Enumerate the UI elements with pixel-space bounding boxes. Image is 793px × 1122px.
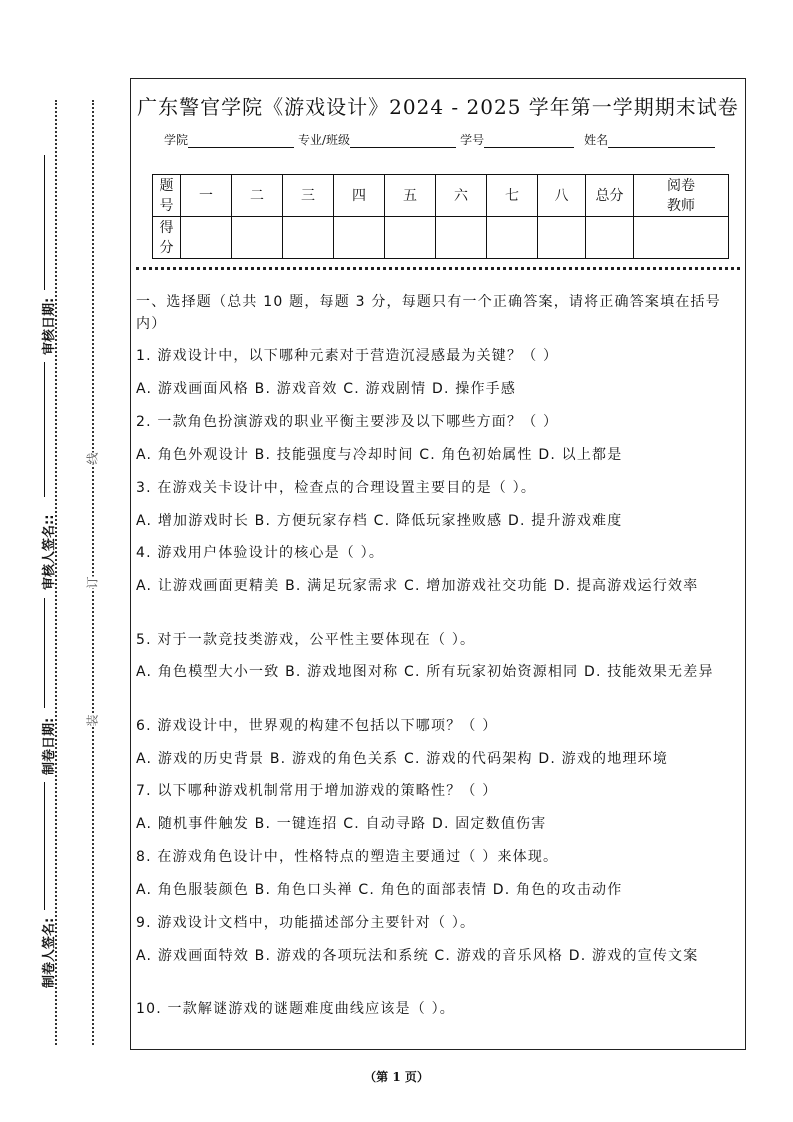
row-label: 得分 — [153, 217, 181, 259]
reviewer-date-fill-line[interactable] — [44, 155, 45, 290]
options-9: A. 游戏画面特效 B. 游戏的各项玩法和系统 C. 游戏的音乐风格 D. 游戏的宣传文案 — [136, 948, 699, 964]
header-cell: 三 — [283, 175, 334, 217]
name-field[interactable] — [608, 133, 715, 148]
score-cell[interactable] — [586, 217, 634, 259]
question-10: 10. 一款解谜游戏的谜题难度曲线应该是（ ）。 — [136, 1001, 455, 1017]
options-4: A. 让游戏画面更精美 B. 满足玩家需求 C. 增加游戏社交功能 D. 提高游戏运行效率 — [136, 578, 699, 594]
table-header-row — [153, 175, 729, 217]
header-cell: 八 — [538, 175, 586, 217]
page-title: 广东警官学院《游戏设计》2024 - 2025 学年第一学期期末试卷 — [137, 95, 739, 119]
student-info — [164, 131, 719, 148]
binding-mark-zhuang: 装 — [82, 714, 103, 726]
header-cell: 阅卷教师 — [634, 175, 729, 217]
student-id-field[interactable] — [484, 133, 574, 148]
question-9: 9. 游戏设计文档中，功能描述部分主要针对（ ）。 — [136, 915, 476, 931]
score-cell[interactable] — [538, 217, 586, 259]
dotted-separator — [136, 267, 740, 270]
dotted-line-binding — [92, 100, 94, 1045]
options-8: A. 角色服装颜色 B. 角色口头禅 C. 角色的面部表情 D. 角色的攻击动作 — [136, 882, 623, 898]
header-cell: 四 — [334, 175, 385, 217]
header-cell: 一 — [181, 175, 232, 217]
score-cell[interactable] — [634, 217, 729, 259]
question-7: 7. 以下哪种游戏机制常用于增加游戏的策略性？（ ） — [136, 783, 498, 799]
header-cell: 七 — [487, 175, 538, 217]
question-1: 1. 游戏设计中，以下哪种元素对于营造沉浸感最为关键？（ ） — [136, 348, 559, 364]
options-3: A. 增加游戏时长 B. 方便玩家存档 C. 降低玩家挫败感 D. 提升游戏难度 — [136, 513, 623, 529]
reviewer-date-line[interactable] — [44, 362, 45, 497]
header-cell: 五 — [385, 175, 436, 217]
name-label: 姓名 — [584, 133, 609, 147]
major-field[interactable] — [350, 133, 456, 148]
options-7: A. 随机事件触发 B. 一键连招 C. 自动寻路 D. 固定数值伤害 — [136, 816, 547, 832]
college-label: 学院 — [164, 133, 189, 147]
question-2: 2. 一款角色扮演游戏的职业平衡主要涉及以下哪些方面？（ ） — [136, 414, 559, 430]
score-cell[interactable] — [334, 217, 385, 259]
score-row — [153, 217, 729, 259]
binding-mark-ding: 订 — [82, 576, 103, 588]
score-cell[interactable] — [436, 217, 487, 259]
header-cell: 二 — [232, 175, 283, 217]
question-8: 8. 在游戏角色设计中，性格特点的塑造主要通过（ ）来体现。 — [136, 849, 559, 865]
binding-mark-xian: 线 — [82, 452, 103, 464]
page-number: （第 1 页） — [364, 1070, 429, 1084]
score-table — [152, 174, 729, 259]
question-4: 4. 游戏用户体验设计的核心是（ ）。 — [136, 545, 385, 561]
reviewer-sign-label: 审核人签名:: — [42, 514, 57, 590]
reviewer-date-label: 审核日期: — [42, 297, 57, 355]
options-5: A. 角色模型大小一致 B. 游戏地图对称 C. 所有玩家初始资源相同 D. 技能效果无差异 — [136, 664, 714, 680]
college-field[interactable] — [188, 133, 294, 148]
score-cell[interactable] — [181, 217, 232, 259]
maker-date-line[interactable] — [44, 782, 45, 910]
score-cell[interactable] — [487, 217, 538, 259]
options-6: A. 游戏的历史背景 B. 游戏的角色关系 C. 游戏的代码架构 D. 游戏的地理环境 — [136, 751, 669, 767]
maker-sign-label: 制卷人签名: — [42, 917, 57, 988]
score-cell[interactable] — [283, 217, 334, 259]
exam-frame — [130, 78, 746, 1050]
options-1: A. 游戏画面风格 B. 游戏音效 C. 游戏剧情 D. 操作手感 — [136, 381, 517, 397]
question-3: 3. 在游戏关卡设计中，检查点的合理设置主要目的是（ ）。 — [136, 480, 537, 496]
question-6: 6. 游戏设计中，世界观的构建不包括以下哪项？（ ） — [136, 718, 498, 734]
reviewer-sign-line[interactable] — [44, 598, 45, 708]
question-5: 5. 对于一款竞技类游戏，公平性主要体现在（ ）。 — [136, 632, 476, 648]
section-heading: 一、选择题（总共 10 题，每题 3 分，每题只有一个正确答案，请将正确答案填在括号内） — [136, 294, 721, 332]
student-id-label: 学号 — [460, 133, 485, 147]
header-cell: 六 — [436, 175, 487, 217]
score-cell[interactable] — [232, 217, 283, 259]
major-label: 专业/班级 — [298, 133, 351, 147]
score-cell[interactable] — [385, 217, 436, 259]
header-cell: 题号 — [153, 175, 181, 217]
header-cell: 总分 — [586, 175, 634, 217]
maker-date-label: 制卷日期: — [42, 717, 57, 775]
options-2: A. 角色外观设计 B. 技能强度与冷却时间 C. 角色初始属性 D. 以上都是 — [136, 447, 623, 463]
